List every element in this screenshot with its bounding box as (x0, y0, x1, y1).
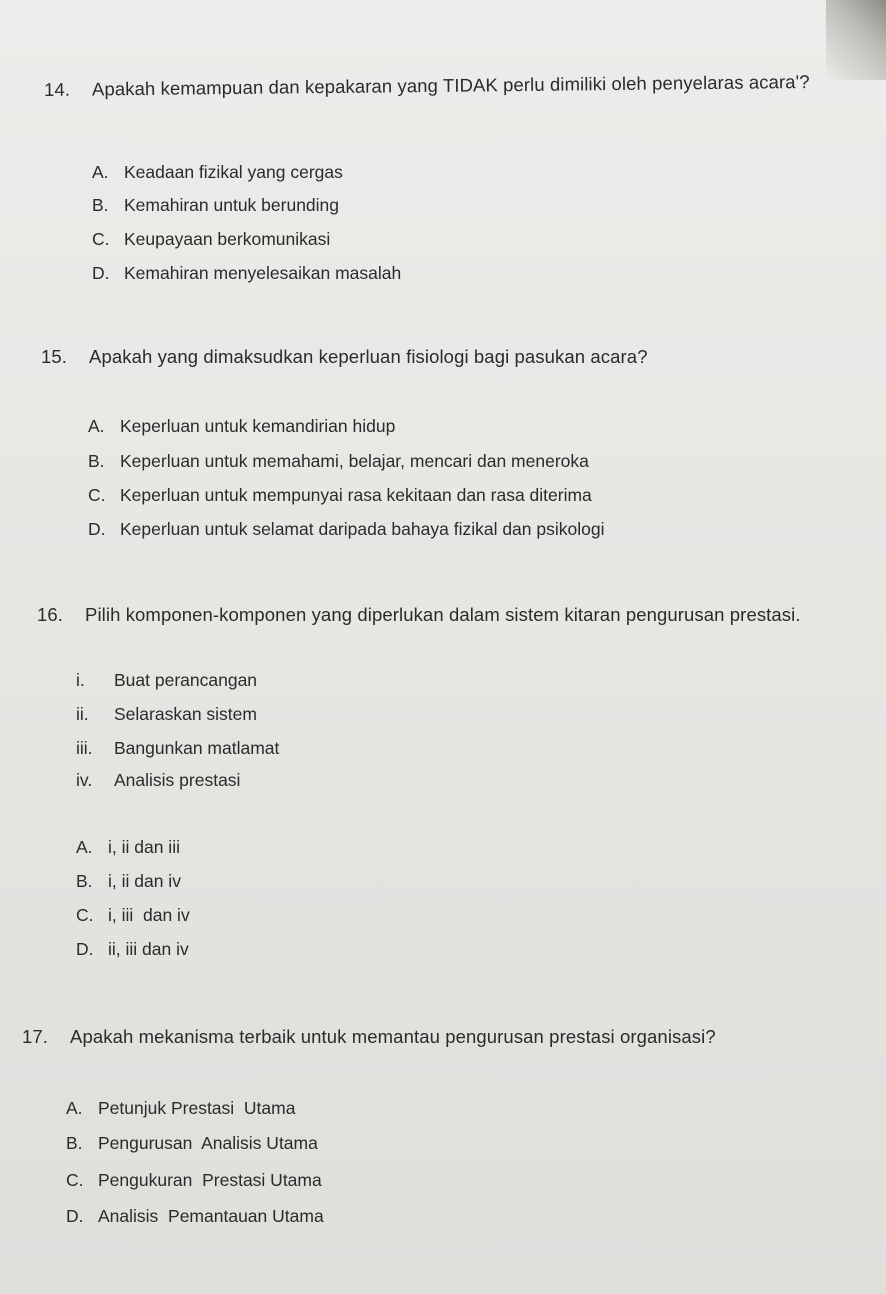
statement-16-ii (76, 703, 257, 725)
statement-text: Analisis prestasi (114, 770, 241, 790)
option-text: i, ii dan iv (108, 871, 181, 891)
option-text: Keadaan fizikal yang cergas (124, 162, 343, 182)
option-text: Keperluan untuk memahami, belajar, mencari dan meneroka (120, 451, 589, 471)
option-16-b (76, 870, 181, 892)
option-label: A. (76, 837, 93, 857)
option-text: Keperluan untuk selamat daripada bahaya fizikal dan psikologi (120, 519, 605, 539)
option-14-a (92, 161, 343, 183)
option-text: i, ii dan iii (108, 837, 180, 857)
option-16-a (76, 836, 180, 858)
statement-text: Buat perancangan (114, 670, 258, 690)
question-text: Apakah yang dimaksudkan keperluan fisiologi bagi pasukan acara? (89, 346, 648, 367)
option-text: Pengurusan Analisis Utama (98, 1133, 318, 1153)
option-text: Keperluan untuk kemandirian hidup (120, 416, 396, 436)
option-label: D. (88, 519, 106, 539)
option-label: A. (66, 1098, 83, 1118)
option-label: C. (88, 485, 106, 505)
option-text: Petunjuk Prestasi Utama (98, 1098, 296, 1118)
question-16 (37, 604, 801, 626)
statement-label: iii. (76, 738, 93, 758)
statement-16-iii (76, 737, 279, 759)
option-17-d (66, 1205, 324, 1227)
option-label: B. (76, 871, 93, 891)
option-15-a (88, 415, 395, 437)
option-14-c (92, 228, 330, 250)
option-text: Analisis Pemantauan Utama (98, 1206, 324, 1226)
statement-label: ii. (76, 704, 89, 724)
question-number: 17. (22, 1026, 49, 1047)
option-16-c (76, 904, 190, 926)
option-text: Pengukuran Prestasi Utama (98, 1170, 322, 1190)
option-15-b (88, 450, 589, 472)
option-label: D. (66, 1206, 84, 1226)
option-label: D. (76, 939, 94, 959)
question-number: 16. (37, 604, 64, 625)
option-17-b (66, 1132, 318, 1154)
option-label: B. (92, 195, 109, 215)
statement-label: iv. (76, 770, 93, 790)
question-number: 15. (41, 346, 68, 367)
option-text: Kemahiran untuk berunding (124, 195, 340, 215)
option-15-c (88, 484, 592, 506)
question-text: Pilih komponen-komponen yang diperlukan dalam sistem kitaran pengurusan prestasi. (85, 604, 801, 625)
option-label: C. (76, 905, 94, 925)
question-15 (41, 346, 648, 368)
option-label: D. (92, 263, 110, 283)
option-15-d (88, 518, 604, 540)
option-text: i, iii dan iv (108, 905, 190, 925)
question-17 (22, 1026, 716, 1048)
option-text: ii, iii dan iv (108, 939, 189, 959)
question-text: Apakah kemampuan dan kepakaran yang TIDAK perlu dimiliki oleh penyelaras acara'? (91, 70, 810, 100)
option-label: B. (88, 451, 105, 471)
option-label: C. (66, 1170, 84, 1190)
option-text: Keupayaan berkomunikasi (124, 229, 331, 249)
option-17-a (66, 1097, 295, 1119)
question-number: 14. (43, 78, 71, 100)
question-text: Apakah mekanisma terbaik untuk memantau pengurusan prestasi organisasi? (70, 1026, 716, 1047)
statement-text: Bangunkan matlamat (114, 738, 280, 758)
page-corner-shadow (826, 0, 886, 80)
option-16-d (76, 938, 189, 960)
option-17-c (66, 1169, 322, 1191)
statement-text: Selaraskan sistem (114, 704, 257, 724)
option-label: A. (92, 162, 109, 182)
option-14-d (92, 262, 401, 284)
question-14 (44, 71, 810, 101)
option-text: Keperluan untuk mempunyai rasa kekitaan dan rasa diterima (120, 485, 592, 505)
statement-16-i (76, 669, 257, 691)
option-label: A. (88, 416, 105, 436)
option-label: B. (66, 1133, 83, 1153)
option-text: Kemahiran menyelesaikan masalah (124, 263, 402, 283)
statement-16-iv (76, 769, 240, 791)
option-14-b (92, 194, 339, 216)
statement-label: i. (76, 670, 85, 690)
option-label: C. (92, 229, 110, 249)
